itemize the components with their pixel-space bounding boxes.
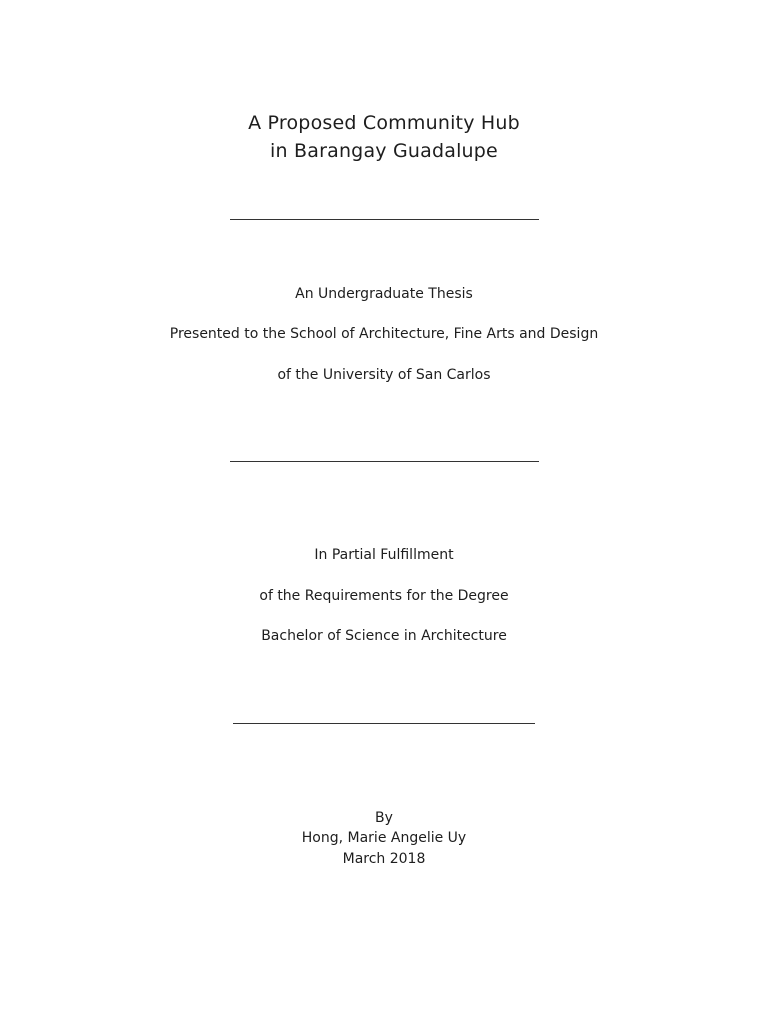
partial-fulfillment: In Partial Fulfillment [314,547,454,563]
degree-name: Bachelor of Science in Architecture [261,628,507,644]
by-label: By [375,810,393,826]
requirements-line: of the Requirements for the Degree [259,588,509,604]
divider-rule-1 [230,219,539,220]
thesis-type: An Undergraduate Thesis [295,286,473,302]
university-name: of the University of San Carlos [277,367,491,383]
thesis-title-line-2: in Barangay Guadalupe [270,140,498,162]
thesis-title-line-1: A Proposed Community Hub [248,112,520,134]
submission-date: March 2018 [342,851,426,867]
author-name: Hong, Marie Angelie Uy [301,830,467,846]
presented-to-school: Presented to the School of Architecture, Fine Arts and Design [169,326,599,342]
divider-rule-3 [233,723,535,724]
divider-rule-2 [230,461,539,462]
